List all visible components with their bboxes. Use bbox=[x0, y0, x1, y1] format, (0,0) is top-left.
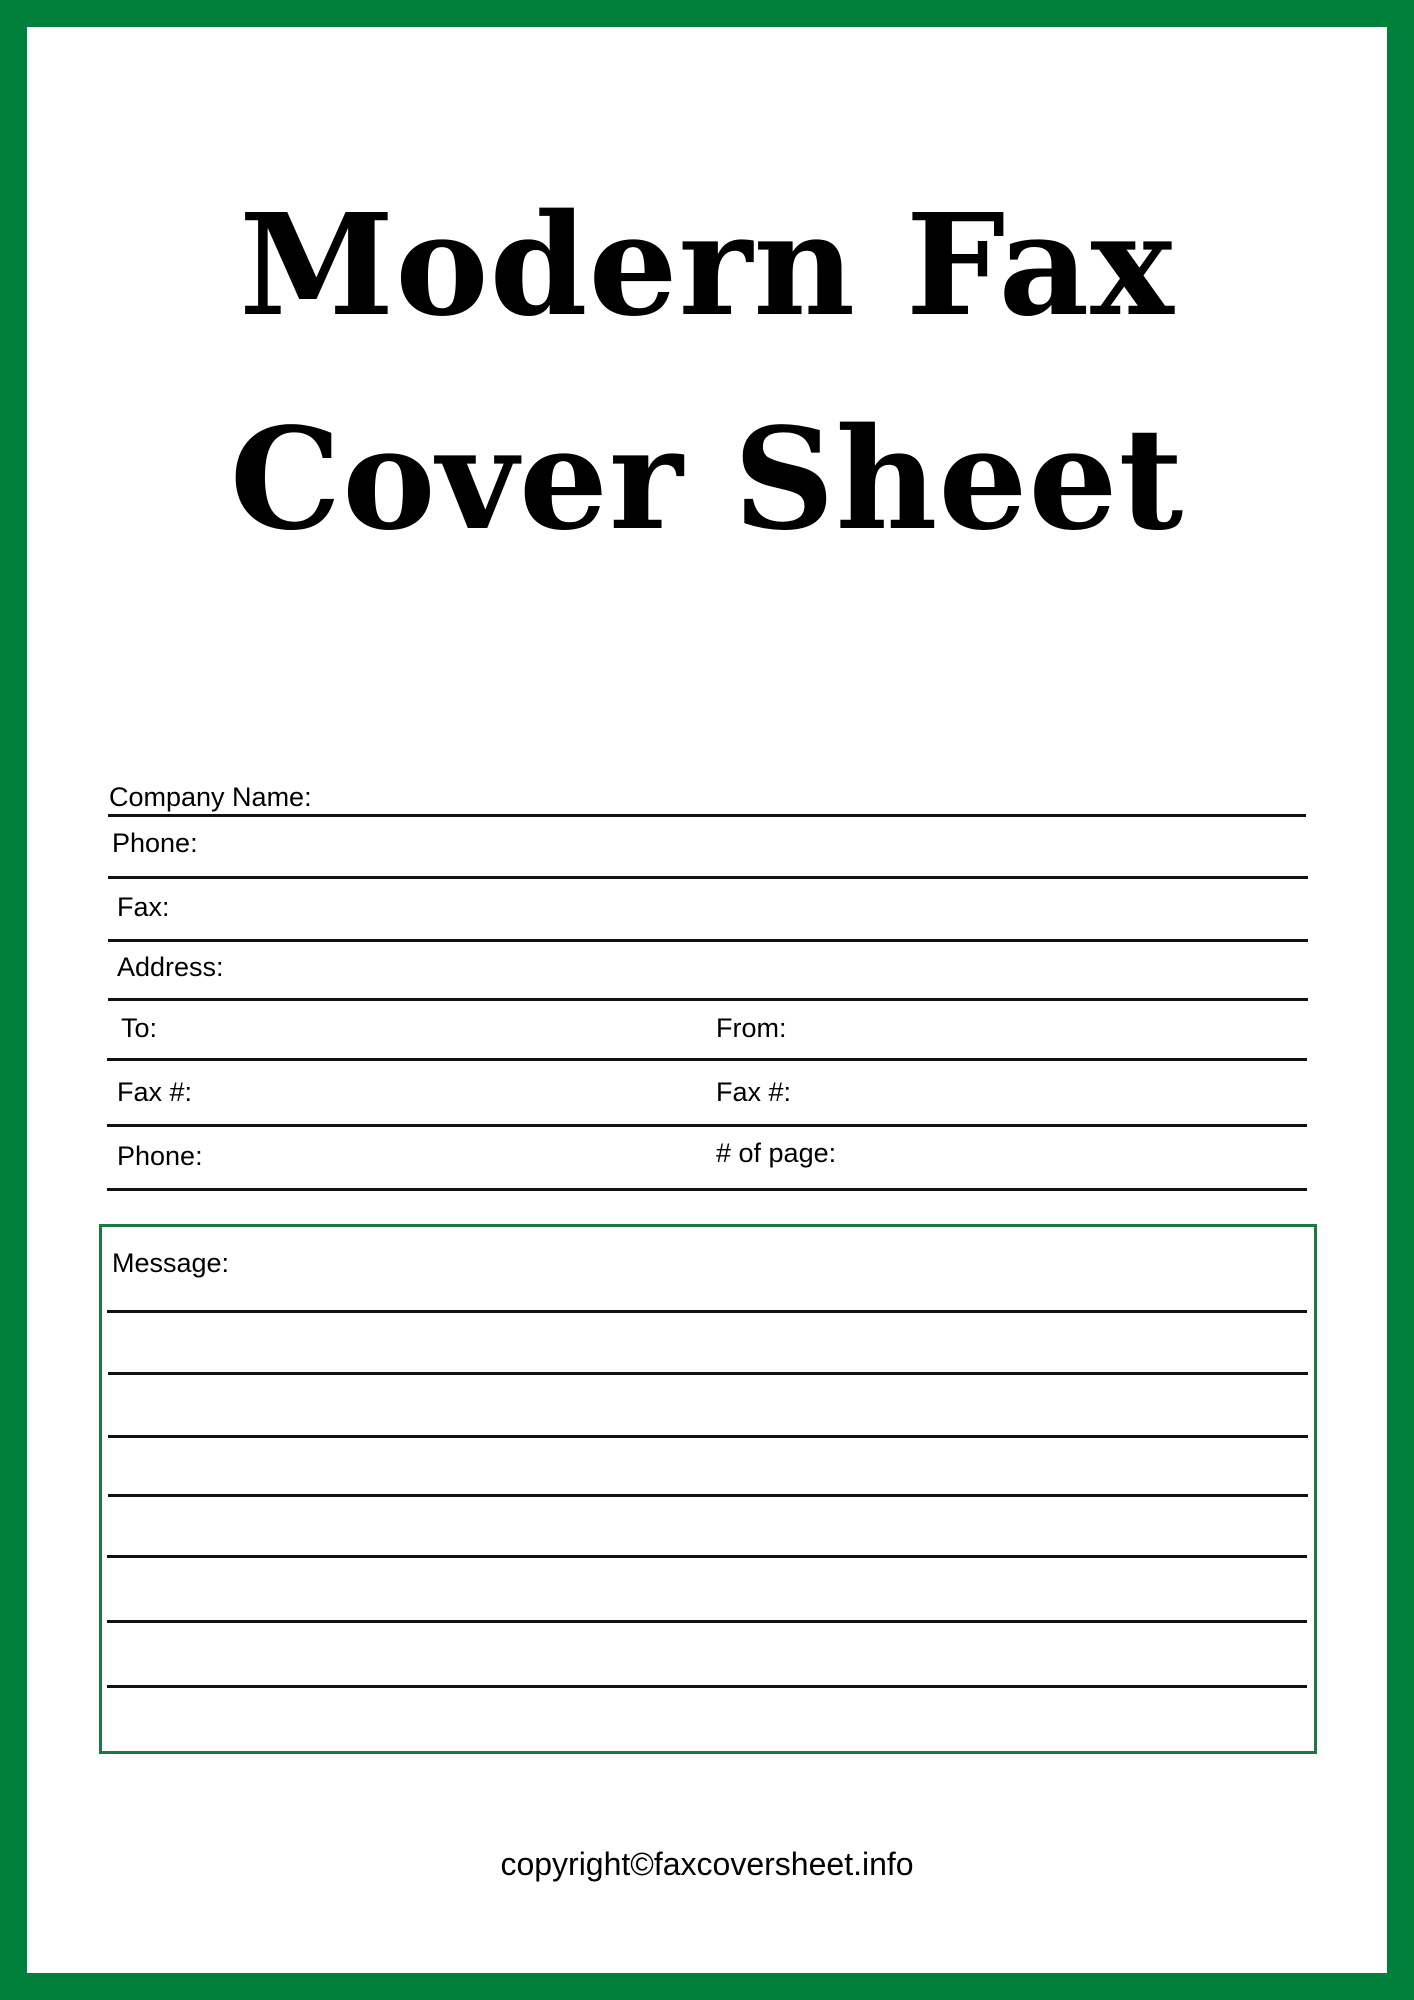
from-label: From: bbox=[716, 1013, 787, 1043]
phone-line[interactable] bbox=[108, 876, 1308, 879]
title-line-2: Cover Sheet bbox=[229, 398, 1185, 562]
to-phone-label: Phone: bbox=[117, 1141, 203, 1171]
message-line[interactable] bbox=[108, 1435, 1308, 1438]
fax-number-line[interactable] bbox=[107, 1124, 1307, 1127]
pages-label: # of page: bbox=[716, 1138, 837, 1168]
fax-label: Fax: bbox=[117, 892, 170, 922]
message-line[interactable] bbox=[107, 1555, 1307, 1558]
to-from-line[interactable] bbox=[107, 1058, 1307, 1061]
to-label: To: bbox=[121, 1013, 158, 1043]
to-fax-label: Fax #: bbox=[117, 1077, 193, 1107]
address-line[interactable] bbox=[108, 998, 1308, 1001]
company-name-label: Company Name: bbox=[109, 782, 312, 812]
fax-line[interactable] bbox=[108, 939, 1308, 942]
message-line[interactable] bbox=[107, 1620, 1307, 1623]
copyright-text: copyright©faxcoversheet.info bbox=[500, 1846, 914, 1882]
phone-pages-line[interactable] bbox=[107, 1188, 1307, 1191]
message-box bbox=[99, 1224, 1317, 1754]
address-label: Address: bbox=[117, 952, 224, 982]
title-line-1: Modern Fax bbox=[239, 184, 1175, 348]
company-name-line[interactable] bbox=[108, 814, 1306, 817]
message-line[interactable] bbox=[107, 1310, 1307, 1313]
message-label: Message: bbox=[112, 1248, 230, 1278]
message-line[interactable] bbox=[107, 1685, 1307, 1688]
from-fax-label: Fax #: bbox=[716, 1077, 792, 1107]
phone-label: Phone: bbox=[112, 828, 198, 858]
message-line[interactable] bbox=[108, 1372, 1308, 1375]
message-line[interactable] bbox=[108, 1494, 1308, 1497]
